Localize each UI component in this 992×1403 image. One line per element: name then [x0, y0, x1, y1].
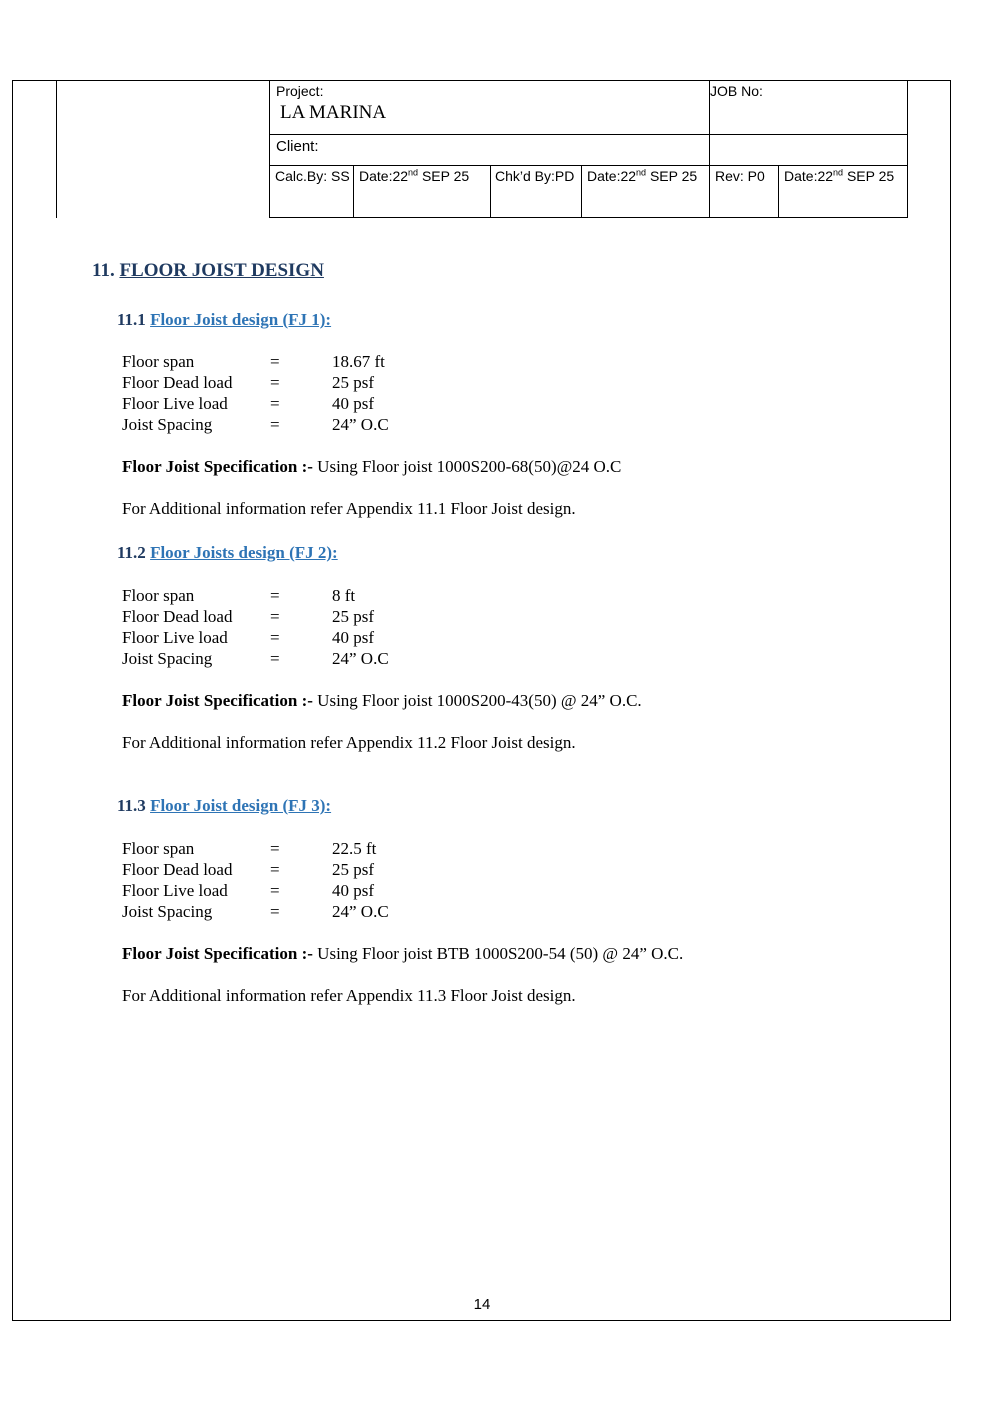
title-block-divider — [778, 165, 779, 217]
title-block — [269, 80, 908, 218]
joist-specification: Floor Joist Specification :- Using Floor joist BTB 1000S200-54 (50) @ 24” O.C. — [122, 944, 684, 963]
client-label: Client: — [276, 138, 319, 155]
job-number-label: JOB No: — [710, 83, 763, 99]
additional-info: For Additional information refer Appendix 11.3 Floor Joist design. — [122, 986, 576, 1005]
additional-info: For Additional information refer Appendix 11.2 Floor Joist design. — [122, 733, 576, 752]
joist-specification: Floor Joist Specification :- Using Floor joist 1000S200-43(50) @ 24” O.C. — [122, 691, 642, 710]
subsection-heading: 11.2 Floor Joists design (FJ 2): — [117, 543, 338, 562]
calc-by: Calc.By: SS — [275, 168, 350, 184]
border-gap — [13, 299, 69, 302]
revision: Rev: P0 — [715, 168, 765, 184]
additional-info: For Additional information refer Appendix 11.1 Floor Joist design. — [122, 499, 576, 518]
subsection-heading: 11.1 Floor Joist design (FJ 1): — [117, 310, 332, 329]
checked-by: Chk’d By:PD — [495, 168, 575, 184]
subsection-heading: 11.3 Floor Joist design (FJ 3): — [117, 796, 332, 815]
section-heading — [92, 260, 324, 282]
subsection-title-link[interactable]: Floor Joist design (FJ 3): — [150, 796, 332, 815]
project-label: Project: — [276, 83, 324, 99]
section-number: 11. — [92, 260, 115, 281]
calc-date: Date:22nd SEP 25 — [359, 167, 470, 184]
section-title: FLOOR JOIST DESIGN — [119, 260, 324, 281]
revision-date: Date:22nd SEP 25 — [784, 167, 895, 184]
project-name: LA MARINA — [280, 102, 387, 123]
subsection-title-link[interactable]: Floor Joist design (FJ 1): — [150, 310, 332, 329]
title-block-rule — [270, 134, 907, 135]
title-block-divider — [581, 165, 582, 217]
subsection-title-link[interactable]: Floor Joists design (FJ 2): — [150, 543, 338, 562]
title-block-divider — [490, 165, 491, 217]
title-block-rule — [270, 165, 907, 166]
left-margin-line — [56, 80, 57, 218]
title-block-divider — [709, 81, 710, 217]
joist-specification: Floor Joist Specification :- Using Floor joist 1000S200-68(50)@24 O.C — [122, 457, 622, 476]
check-date: Date:22nd SEP 25 — [587, 167, 698, 184]
page-number: 14 — [473, 1296, 491, 1313]
title-block-divider — [353, 165, 354, 217]
